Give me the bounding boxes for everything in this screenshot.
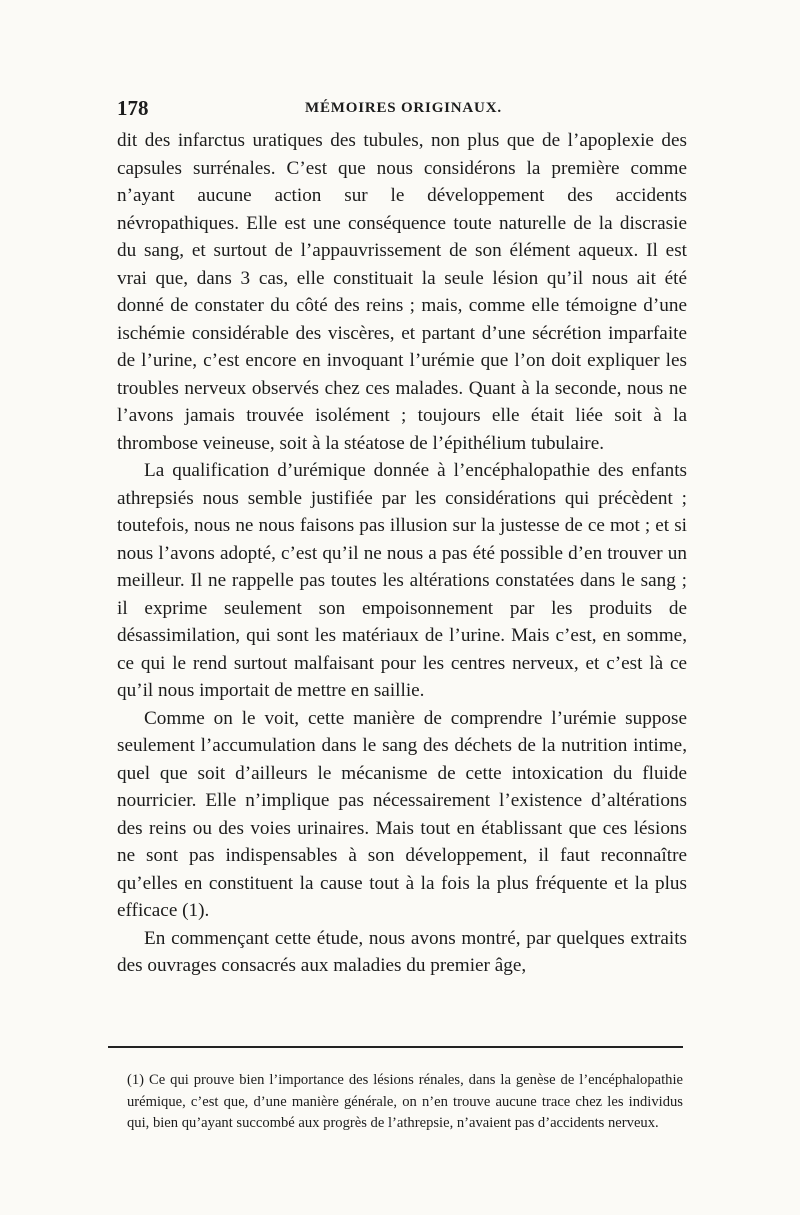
page-number: 178 (117, 96, 149, 120)
paragraph-3: Comme on le voit, cette manière de comprendre l’urémie suppose seulement l’accumulation dans le sang des déchets de la nutrition intime, quel que soit d’ailleurs le mécanisme de cette intoxication du fluide nourricier. Elle n’implique pas nécessairement l’existence d’altérations des reins ou des voies urinaires. Mais tout en établissant que ces lésions ne sont pas indispensables à son développement, il faut reconnaître qu’elles en constituent la cause tout à la fois la plus fréquente et la plus efficace (1). (117, 707, 687, 921)
page-header (117, 96, 687, 126)
footnote-text: (1) Ce qui prouve bien l’importance des lésions rénales, dans la genèse de l’encéphalopathie urémique, c’est que, d’une manière générale, on n’en trouve aucune trace chez les individus qui, bien qu’ayant succombé aux progrès de l’athrepsie, n’avaient pas d’accidents nerveux. (127, 1072, 683, 1131)
paragraph-4: En commençant cette étude, nous avons montré, par quelques extraits des ouvrages consacrés aux maladies du premier âge, (117, 927, 687, 976)
running-title: MÉMOIRES ORIGINAUX. (305, 100, 502, 116)
paragraph-1: dit des infarctus uratiques des tubules, non plus que de l’apoplexie des capsules surrénales. C’est que nous considérons la première comme n’ayant aucune action sur le développement des accidents névropathiques. Elle est une conséquence toute naturelle de la discrasie du sang, et surtout de l’appauvrissement de son élément aqueux. Il est vrai que, dans 3 cas, elle constituait la seule lésion qu’il nous ait été donné de constater du côté des reins ; mais, comme elle témoigne d’une ischémie considérable des viscères, et partant d’une sécrétion imparfaite de l’urine, c’est encore en invoquant l’urémie que l’on doit expliquer les troubles nerveux observés chez ces malades. Quant à la seconde, nous ne l’avons jamais trouvée isolément ; toujours elle était liée soit à la thrombose veineuse, soit à la stéatose de l’épithélium tubulaire. (117, 130, 687, 454)
body-text (117, 127, 687, 980)
footnote-separator (108, 1046, 683, 1048)
paragraph-2: La qualification d’urémique donnée à l’encéphalopathie des enfants athrepsiés nous semble justifiée par les considérations qui précèdent ; toutefois, nous ne nous faisons pas illusion sur la justesse de ce mot ; et si nous l’avons adopté, c’est qu’il ne nous a pas été possible d’en trouver un meilleur. Il ne rappelle pas toutes les altérations constatées dans le sang ; il exprime seulement son empoisonnement par les produits de désassimilation, qui sont les matériaux de l’urine. Mais c’est, en somme, ce qui le rend surtout malfaisant pour les centres nerveux, et c’est là ce qu’il nous importait de mettre en saillie. (117, 460, 687, 701)
footnote (127, 1070, 683, 1135)
